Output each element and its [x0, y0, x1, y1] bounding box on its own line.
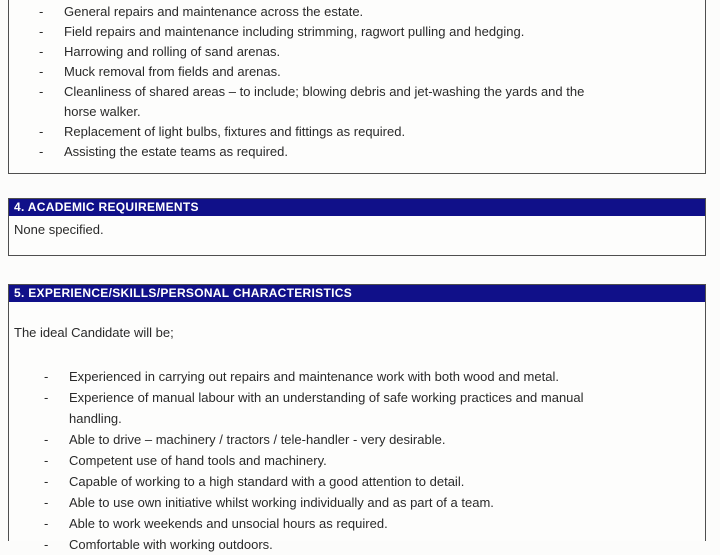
experience-item — [14, 513, 700, 534]
academic-section — [8, 198, 706, 256]
bullet-dash: - — [44, 453, 49, 468]
bullet-line: General repairs and maintenance across the estate. — [64, 4, 364, 19]
section-title: 5. EXPERIENCE/SKILLS/PERSONAL CHARACTERISTICS — [14, 286, 352, 300]
bullet-line: Able to use own initiative whilst working individually and as part of a team. — [69, 495, 494, 510]
experience-section-header — [9, 285, 705, 302]
academic-section-header — [9, 199, 705, 216]
bullet-line: Replacement of light bulbs, fixtures and fittings as required. — [64, 124, 406, 139]
duties-item — [9, 122, 705, 142]
experience-item — [14, 471, 700, 492]
duties-item — [9, 2, 705, 22]
experience-list — [14, 366, 700, 555]
bullet-line: Cleanliness of shared areas – to include; blowing debris and jet-washing the yards and the — [64, 84, 585, 99]
experience-section — [8, 284, 706, 552]
duties-item — [9, 42, 705, 62]
section-title: 4. ACADEMIC REQUIREMENTS — [14, 200, 199, 214]
experience-item — [14, 387, 700, 429]
bullet-line: Muck removal from fields and arenas. — [64, 64, 281, 79]
experience-intro-text: The ideal Candidate will be; — [14, 325, 174, 340]
bullet-line: Capable of working to a high standard with a good attention to detail. — [69, 474, 465, 489]
academic-body-text: None specified. — [14, 222, 104, 237]
duties-list — [9, 2, 705, 162]
bullet-dash: - — [44, 516, 49, 531]
bullet-line: Field repairs and maintenance including strimming, ragwort pulling and hedging. — [64, 24, 525, 39]
bullet-line: Experience of manual labour with an understanding of safe working practices and manual — [69, 390, 584, 405]
bullet-dash: - — [44, 390, 49, 405]
duties-item — [9, 22, 705, 42]
duties-item — [9, 82, 705, 122]
bullet-dash: - — [39, 84, 44, 99]
bullet-line: Competent use of hand tools and machinery. — [69, 453, 327, 468]
bullet-line: Able to drive – machinery / tractors / tele-handler - very desirable. — [69, 432, 446, 447]
academic-section-body — [9, 216, 705, 237]
bullet-line: Harrowing and rolling of sand arenas. — [64, 44, 281, 59]
bullet-line: Able to work weekends and unsocial hours as required. — [69, 516, 388, 531]
experience-section-body — [9, 302, 705, 555]
bullet-line: handling. — [69, 411, 122, 426]
experience-item — [14, 492, 700, 513]
bullet-line: Experienced in carrying out repairs and maintenance work with both wood and metal. — [69, 369, 559, 384]
bullet-dash: - — [44, 537, 49, 552]
bullet-dash: - — [44, 474, 49, 489]
bullet-dash: - — [39, 144, 44, 159]
duties-item — [9, 142, 705, 162]
experience-item — [14, 366, 700, 387]
bullet-dash: - — [39, 4, 44, 19]
bullet-dash: - — [39, 124, 44, 139]
bullet-dash: - — [44, 432, 49, 447]
duties-section-box — [8, 0, 706, 174]
bullet-dash: - — [39, 64, 44, 79]
duties-item — [9, 62, 705, 82]
bullet-line: Assisting the estate teams as required. — [64, 144, 289, 159]
bullet-line: horse walker. — [64, 104, 141, 119]
bullet-dash: - — [39, 44, 44, 59]
experience-item — [14, 450, 700, 471]
bullet-dash: - — [44, 369, 49, 384]
bullet-dash: - — [39, 24, 44, 39]
bullet-line: Comfortable with working outdoors. — [69, 537, 273, 552]
experience-item — [14, 429, 700, 450]
experience-item — [14, 534, 700, 555]
bullet-dash: - — [44, 495, 49, 510]
